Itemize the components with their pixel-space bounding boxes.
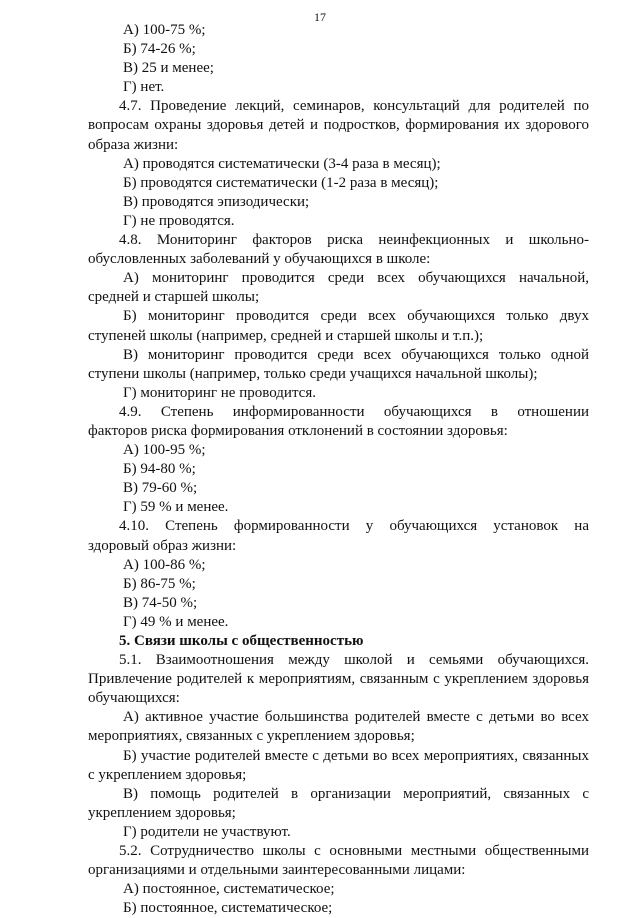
- text-line: с укреплением здоровья;: [88, 766, 247, 783]
- text-line: А) проводятся систематически (3-4 раза в месяц);: [123, 155, 441, 172]
- text-line: В) 79-60 %;: [123, 480, 198, 497]
- text-line: Б) участие родителей вместе с детьми во всех мероприятиях, связанных: [123, 747, 589, 764]
- text-line: Г) 49 % и менее.: [123, 613, 229, 630]
- text-line: ступеней школы (например, средней и старшей школы и т.п.);: [88, 327, 484, 344]
- text-line: Б) 86-75 %;: [123, 575, 196, 592]
- text-line: 5.1. Взаимоотношения между школой и семьями обучающихся.: [119, 652, 589, 669]
- text-line: 4.8. Мониторинг факторов риска неинфекционных и школьно-: [119, 232, 589, 249]
- text-line: В) помощь родителей в организации мероприятий, связанных с: [123, 785, 589, 802]
- text-line: мероприятиях, связанных с укреплением здоровья;: [88, 728, 415, 745]
- text-line: 5.2. Сотрудничество школы с основными местными общественными: [119, 843, 589, 860]
- text-line: А) 100-75 %;: [123, 22, 206, 38]
- text-line: Г) родители не участвуют.: [123, 823, 291, 840]
- text-line: Г) мониторинг не проводится.: [123, 384, 316, 401]
- text-line: В) 74-50 %;: [123, 594, 198, 611]
- text-line: Г) нет.: [123, 79, 165, 96]
- text-line: Привлечение родителей к мероприятиям, связанным с укреплением здоровья: [88, 671, 589, 688]
- text-line: укреплением здоровья;: [88, 804, 236, 821]
- text-line: А) 100-95 %;: [123, 442, 206, 459]
- text-line: Б) 74-26 %;: [123, 41, 196, 58]
- text-line: 4.10. Степень формированности у обучающихся установок на: [119, 518, 589, 535]
- text-line: А) постоянное, систематическое;: [123, 881, 335, 898]
- text-line: А) активное участие большинства родителей вместе с детьми во всех: [123, 709, 589, 726]
- text-line: здоровый образ жизни:: [88, 537, 237, 554]
- text-line: Г) 59 % и менее.: [123, 499, 229, 516]
- text-line: образа жизни:: [88, 136, 179, 153]
- text-line: средней и старшей школы;: [88, 289, 260, 306]
- page-number: 17: [314, 10, 326, 24]
- text-line: 4.7. Проведение лекций, семинаров, консультаций для родителей по: [119, 98, 589, 115]
- text-line: В) проводятся эпизодически;: [123, 193, 310, 210]
- text-line: обучающихся:: [88, 690, 180, 707]
- text-line: А) мониторинг проводится среди всех обучающихся начальной,: [123, 270, 589, 287]
- text-line: обусловленных заболеваний у обучающихся в школе:: [88, 251, 431, 268]
- text-line: В) мониторинг проводится среди всех обучающихся только одной: [123, 346, 589, 363]
- document-body: [88, 21, 589, 918]
- text-line: вопросам охраны здоровья детей и подростков, формирования их здорового: [88, 117, 589, 134]
- text-line: 5. Связи школы с общественностью: [119, 633, 364, 649]
- text-line: организациями и отдельными заинтересованными лицами:: [88, 862, 466, 879]
- text-line: В) 25 и менее;: [123, 60, 214, 77]
- text-line: Г) не проводятся.: [123, 212, 235, 229]
- text-line: Б) мониторинг проводится среди всех обучающихся только двух: [123, 308, 589, 325]
- text-line: А) 100-86 %;: [123, 556, 206, 573]
- text-line: ступени школы (например, только среди учащихся начальной школы);: [88, 365, 538, 382]
- text-line: Б) постоянное, систематическое;: [123, 900, 333, 917]
- text-line: факторов риска формирования отклонений в состоянии здоровья:: [88, 422, 508, 439]
- text-line: Б) 94-80 %;: [123, 461, 196, 478]
- text-line: 4.9. Степень информированности обучающихся в отношении: [119, 403, 589, 420]
- text-line: Б) проводятся систематически (1-2 раза в месяц);: [123, 174, 439, 191]
